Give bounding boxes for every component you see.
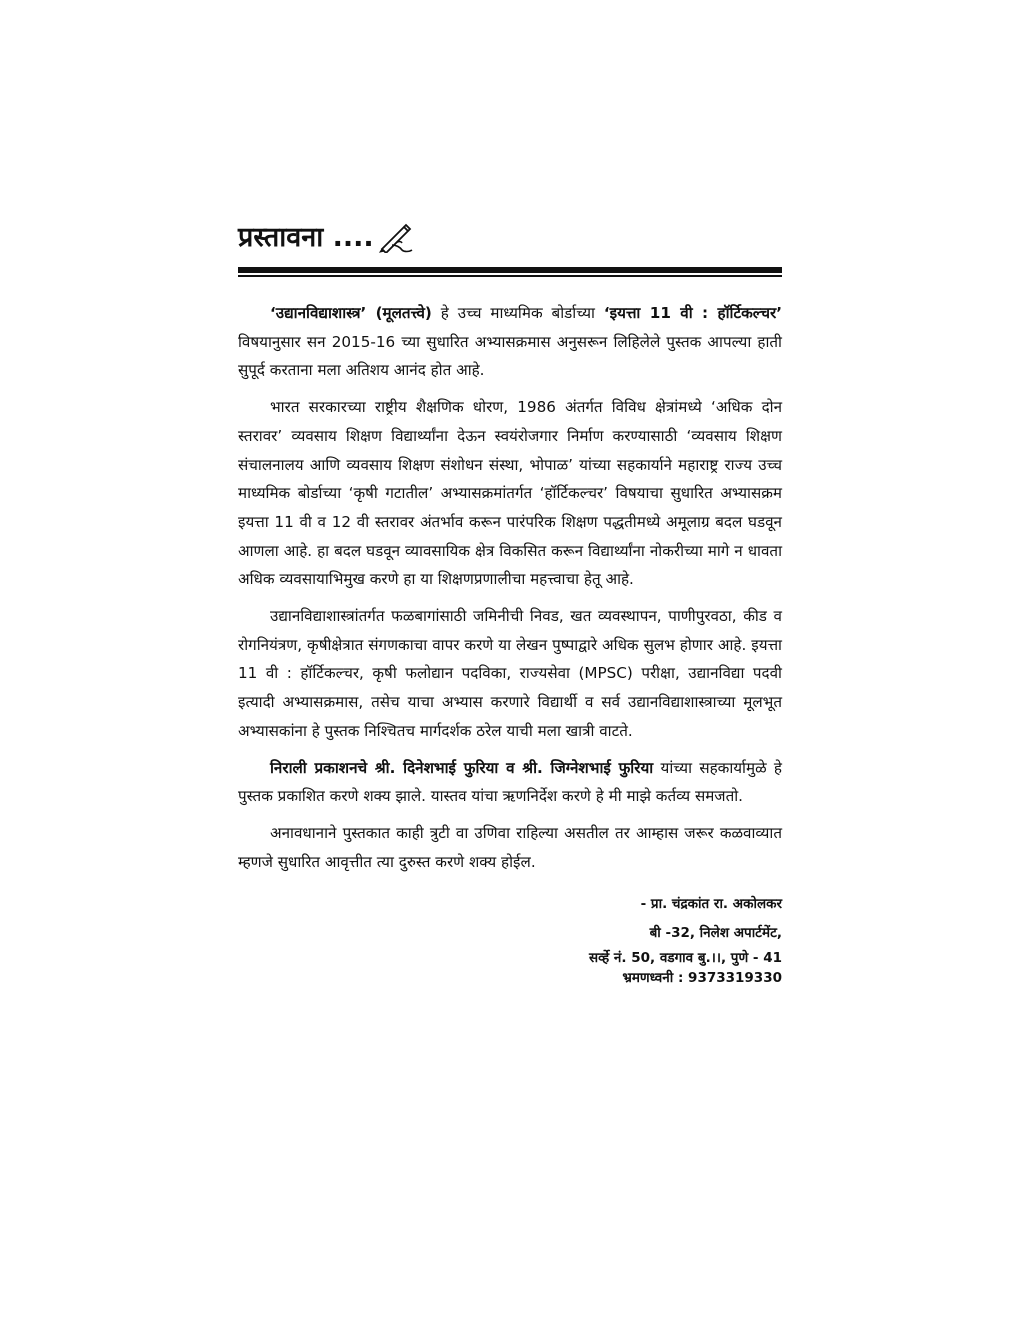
preface-body	[238, 299, 782, 876]
heading-row	[238, 215, 782, 257]
preface-page	[238, 215, 782, 988]
emphasis-text: ‘उद्यानविद्याशास्त्र’ (मूलतत्त्वे)	[270, 304, 432, 322]
emphasis-text: ‘इयत्ता 11 वी : हॉर्टिकल्चर’	[603, 304, 782, 322]
page-title: प्रस्तावना ....	[238, 222, 374, 253]
body-text: यांच्या सहकार्यामुळे हे पुस्तक प्रकाशित करणे शक्य झाले. यास्तव यांचा ऋणनिर्देश करणे हे मी माझे कर्तव्य समजतो.	[238, 758, 782, 806]
paragraph-2	[238, 393, 782, 594]
heading-divider-thick	[238, 267, 782, 273]
author-address-line1: बी -32, निलेश अपार्टमेंट,	[649, 925, 782, 942]
author-name: - प्रा. चंद्रकांत रा. अकोलकर	[640, 896, 782, 913]
body-text: अनावधानाने पुस्तकात काही त्रुटी वा उणिवा राहिल्या असतील तर आम्हास जरूर कळवाव्यात म्हणजे सुधारित आवृत्तीत त्या दुरुस्त करणे शक्य होईल.	[238, 823, 782, 871]
body-text: विषयानुसार सन 2015-16 च्या सुधारित अभ्यासक्रमास अनुसरून लिहिलेले पुस्तक आपल्या हाती सुपूर्द करताना मला अतिशय आनंद होत आहे.	[238, 332, 782, 380]
body-text: भारत सरकारच्या राष्ट्रीय शैक्षणिक धोरण, 1986 अंतर्गत विविध क्षेत्रांमध्ये ‘अधिक दोन स्तरावर’ व्यवसाय शिक्षण विद्यार्थ्यांना देऊन स्वयंरोजगार निर्माण करण्यासाठी ‘व्यवसाय शिक्षण संचालनालय आणि व्यवसाय शिक्षण संशोधन संस्था, भोपाळ’ यांच्या सहकार्याने महाराष्ट्र राज्य उच्च माध्यमिक बोर्डाच्या ‘कृषी गटातील’ अभ्यासक्रमांतर्गत ‘हॉर्टिकल्चर’ विषयाचा सुधारित अभ्यासक्रम इयत्ता 11 वी व 12 वी स्तरावर अंतर्भाव करून पारंपरिक शिक्षण पद्धतीमध्ये अमूलाग्र बदल घडवून आणला आहे. हा बदल घडवून व्यावसायिक क्षेत्र विकसित करून विद्यार्थ्यांना नोकरीच्या मागे न धावता अधिक व्यवसायाभिमुख करणे हा या शिक्षणप्रणालीचा महत्त्वाचा हेतू आहे.	[238, 398, 782, 589]
signature-block	[238, 890, 782, 988]
paragraph-4	[238, 754, 782, 811]
paragraph-1	[238, 299, 782, 385]
body-text: उद्यानविद्याशास्त्रांतर्गत फळबागांसाठी जमिनीची निवड, खत व्यवस्थापन, पाणीपुरवठा, कीड व रोगनियंत्रण, कृषीक्षेत्रात संगणकाचा वापर करणे या लेखन पुष्पाद्वारे अधिक सुलभ होणार आहे. इयत्ता 11 वी : हॉर्टिकल्चर, कृषी फलोद्यान पदविका, राज्यसेवा (MPSC) परीक्षा, उद्यानविद्या पदवी इत्यादी अभ्यासक्रमास, तसेच याचा अभ्यास करणारे विद्यार्थी व सर्व उद्यानविद्याशास्त्राच्या मूलभूत अभ्यासकांना हे पुस्तक निश्चितच मार्गदर्शक ठरेल याची मला खात्री वाटते.	[238, 607, 782, 740]
body-text: हे उच्च माध्यमिक बोर्डाच्या	[431, 304, 604, 322]
author-phone: भ्रमणध्वनी : 9373319330	[622, 970, 782, 987]
emphasis-text: निराली प्रकाशनचे श्री. दिनेशभाई फुरिया व श्री. जिग्नेशभाई फुरिया	[270, 758, 654, 777]
writing-hand-icon	[378, 223, 414, 253]
heading-divider-thin	[238, 275, 782, 277]
author-address-line2: सर्व्हे नं. 50, वडगाव बु.।।, पुणे - 41	[589, 950, 782, 967]
paragraph-3	[238, 602, 782, 746]
paragraph-5	[238, 819, 782, 876]
